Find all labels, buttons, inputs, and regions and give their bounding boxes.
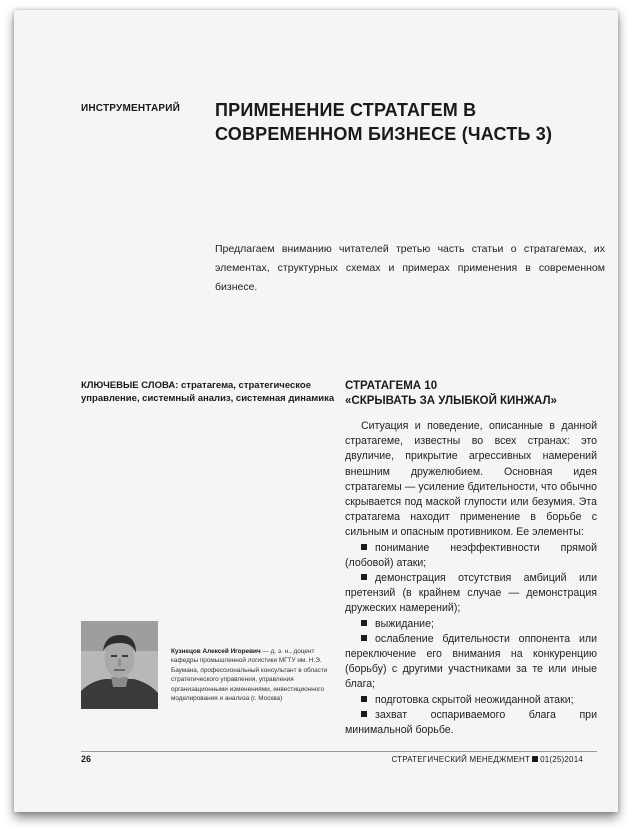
journal-page [14,10,618,812]
keywords-text: стратагема, стратегическое управление, системный анализ, системная динамика [81,380,335,404]
bullet-square-icon [361,696,367,702]
article-lead: Предлагаем вниманию читателей третью часть статьи о стратагемах, их элементах, структурных схемах и примерах применения в современном бизнесе. [215,243,605,293]
keywords-block [81,379,336,405]
separator-square-icon [532,756,538,762]
stratagem-heading [345,379,605,409]
journal-name: СТРАТЕГИЧЕСКИЙ МЕНЕДЖМЕНТ [391,755,531,764]
article-title: ПРИМЕНЕНИЕ СТРАТАГЕМ В СОВРЕМЕННОМ БИЗНЕСЕ (ЧАСТЬ 3) [215,100,553,144]
page-number: 26 [81,754,92,764]
author-name: Кузнецов Алексей Игоревич [171,648,261,655]
journal-footer [391,755,583,764]
author-photo [81,621,158,709]
section-label: ИНСТРУМЕНТАРИЙ [81,103,181,114]
list-item: понимание неэффективности прямой (лобовой) атаки; [345,541,597,569]
stratagem-body [345,419,597,738]
footer-rule [81,751,597,752]
journal-issue: 01(25)2014 [540,755,583,764]
list-item: ослабление бдительности оппонента или переключение его внимания на конкуренцию (борьбу) с другими участниками за те или иные блага; [345,632,597,691]
bullet-square-icon [361,711,367,717]
list-item: демонстрация отсутствия амбиций или претензий (в крайнем случае — демонстрация дружеских намерений); [345,572,597,615]
bullet-square-icon [361,635,367,641]
stratagem-intro: Ситуация и поведение, описанные в данной стратагеме, известны во всех странах: это двуличие, прикрытие агрессивных намерений внешним дружелюбием. Основная идея стратагемы — усиление бдительности, что обычно скрывается под маской глупости или безумия. Эта стратагема находит применение в борьбе с сильным и опасным противником. Ее элементы: [345,420,597,539]
bullet-square-icon [361,544,367,550]
bullet-square-icon [361,620,367,626]
list-item: захват оспариваемого блага при минимальной борьбе. [345,708,597,737]
bullet-square-icon [361,574,367,580]
stratagem-number: СТРАТАГЕМА 10 [345,380,438,392]
author-info [171,647,336,703]
stratagem-name: «СКРЫВАТЬ ЗА УЛЫБКОЙ КИНЖАЛ» [345,395,557,407]
author-portrait-icon [81,621,158,709]
list-item: подготовка скрытой неожиданной атаки; [345,693,597,708]
author-bio: — д. э. н., доцент кафедры промышленной логистики МГТУ им. Н.Э. Баумана, профессиональный консультант в области стратегического управления, управления организационными изменениями, инвестиционного моделирования и анализа (г. Москва) [171,648,328,703]
list-item: выжидание; [345,617,597,632]
keywords-label: КЛЮЧЕВЫЕ СЛОВА: [81,380,179,391]
